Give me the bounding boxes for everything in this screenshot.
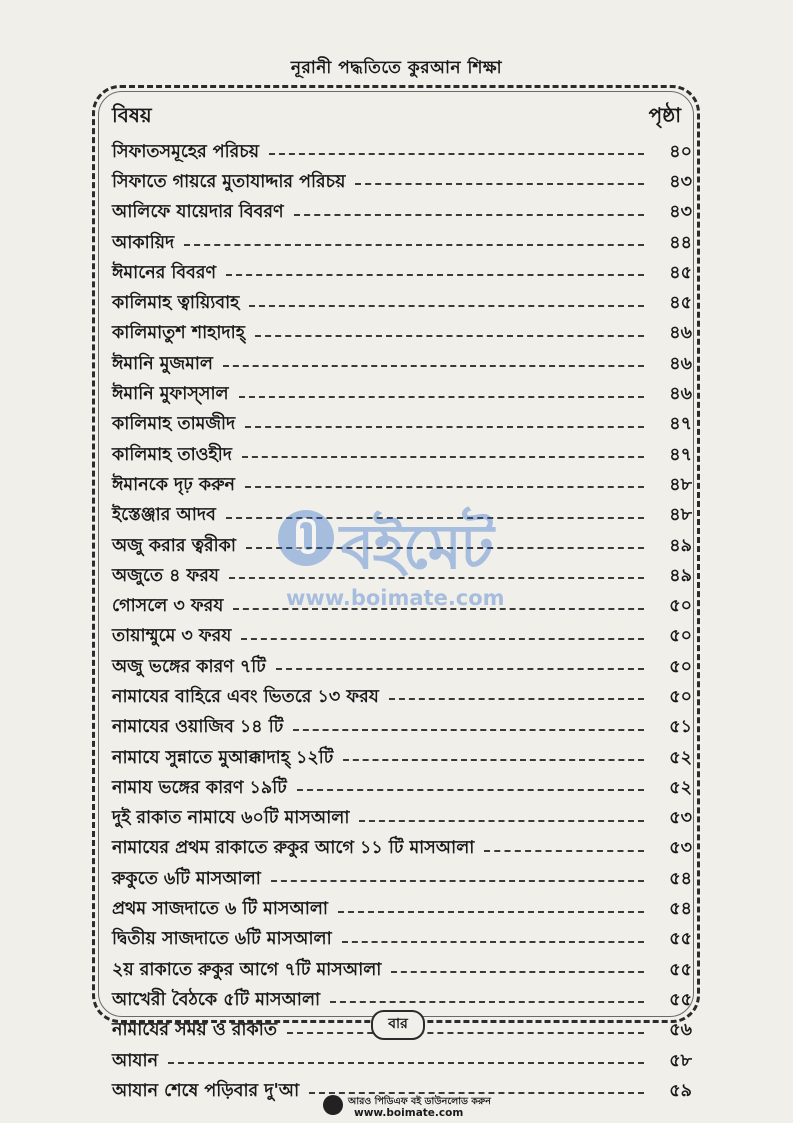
toc-entry-title: গোসলে ৩ ফরয: [112, 596, 224, 617]
toc-entry: [112, 350, 692, 380]
toc-dot-leader: [276, 668, 644, 670]
toc-entry: [112, 471, 692, 501]
toc-dot-leader: [226, 274, 644, 276]
toc-dot-leader: [245, 486, 644, 488]
toc-dot-leader: [249, 305, 644, 307]
toc-entry: [112, 956, 692, 986]
toc-entry-page: ৪৩: [669, 202, 692, 223]
toc-entry-title: সিফাতসমূহের পরিচয়: [112, 141, 260, 162]
toc-entry-title: নামায ভঙ্গের কারণ ১৯টি: [112, 777, 287, 798]
toc-entry-title: আযান শেষে পড়িবার দু'আ: [112, 1080, 300, 1101]
toc-page-heading: পৃষ্ঠা: [648, 102, 681, 127]
toc-entry: [112, 623, 692, 653]
toc-entry-title: ঈমানকে দৃঢ় করুন: [112, 474, 235, 495]
toc-entry-page: ৫১: [669, 717, 692, 738]
toc-entry-title: নামাযের প্রথম রাকাতে রুকুর আগে ১১ টি মাসআলা: [112, 838, 475, 859]
toc-entry-page: ৪৬: [669, 323, 692, 344]
toc-entry-title: দ্বিতীয় সাজদাতে ৬টি মাসআলা: [112, 929, 332, 950]
toc-entry-page: ৫৪: [669, 868, 692, 889]
toc-entry-page: ৫০: [669, 596, 692, 617]
toc-entry-page: ৫৩: [669, 808, 692, 829]
toc-entry: [112, 320, 692, 350]
footer-download-text: আরও পিডিএফ বই ডাউনলোড করুন: [348, 1096, 491, 1107]
toc-dot-leader: [245, 426, 644, 428]
toc-dot-leader: [239, 396, 644, 398]
toc-entry-title: অজুতে ৪ ফরয: [112, 565, 220, 586]
toc-entry: [112, 138, 692, 168]
toc-entry-page: ৪৯: [669, 565, 692, 586]
toc-list: [112, 138, 692, 1108]
running-title: নূরানী পদ্ধতিতে কুরআন শিক্ষা: [290, 58, 503, 78]
toc-entry: [112, 653, 692, 683]
toc-entry: [112, 1047, 692, 1077]
toc-entry: [112, 744, 692, 774]
toc-entry: [112, 380, 692, 410]
toc-header: [112, 100, 681, 134]
toc-dot-leader: [229, 577, 644, 579]
toc-entry-title: আযান: [112, 1050, 159, 1071]
toc-dot-leader: [297, 789, 644, 791]
toc-entry-page: ৪৬: [669, 384, 692, 405]
toc-dot-leader: [233, 608, 644, 610]
toc-entry-title: নামাযের সময় ও রাকাত: [112, 1020, 277, 1041]
toc-entry-page: ৫৫: [669, 989, 692, 1010]
toc-entry-title: অজু করার ত্বরীকা: [112, 535, 236, 556]
toc-entry-title: ঈমানের বিবরণ: [112, 262, 217, 283]
toc-entry-title: কালিমাতুশ শাহাদাহ্: [112, 323, 245, 344]
toc-dot-leader: [359, 820, 644, 822]
toc-entry-title: আকায়িদ: [112, 232, 175, 253]
toc-entry-title: সিফাতে গায়রে মুতাযাদ্দার পরিচয়: [112, 171, 346, 192]
toc-dot-leader: [338, 911, 644, 913]
toc-entry: [112, 168, 692, 198]
toc-entry: [112, 926, 692, 956]
toc-entry-page: ৪৫: [669, 293, 692, 314]
toc-entry: [112, 805, 692, 835]
toc-entry-title: নামাযে সুন্নাতে মুআক্কাদাহ্ ১২টি: [112, 747, 334, 768]
toc-subject-heading: বিষয়: [112, 102, 152, 127]
toc-entry-page: ৫৩: [669, 838, 692, 859]
toc-entry: [112, 411, 692, 441]
toc-entry: [112, 714, 692, 744]
toc-entry-page: ৫৫: [669, 929, 692, 950]
toc-dot-leader: [343, 759, 644, 761]
toc-entry: [112, 441, 692, 471]
toc-dot-leader: [255, 335, 644, 337]
toc-dot-leader: [355, 183, 644, 185]
toc-entry-page: ৫০: [669, 626, 692, 647]
toc-dot-leader: [271, 880, 644, 882]
toc-entry: [112, 532, 692, 562]
toc-entry-page: ৫৫: [669, 959, 692, 980]
toc-entry: [112, 865, 692, 895]
toc-entry-page: ৪৪: [669, 232, 692, 253]
toc-entry-page: ৫২: [669, 747, 692, 768]
toc-entry-title: ইস্তেঞ্জার আদব: [112, 505, 216, 526]
toc-entry: [112, 289, 692, 319]
toc-dot-leader: [389, 698, 644, 700]
toc-entry-title: অজু ভঙ্গের কারণ ৭টি: [112, 656, 266, 677]
toc-dot-leader: [294, 214, 644, 216]
toc-entry-title: নামাযের বাহিরে এবং ভিতরে ১৩ ফরয: [112, 686, 379, 707]
toc-dot-leader: [342, 941, 644, 943]
toc-dot-leader: [241, 638, 644, 640]
toc-entry: [112, 592, 692, 622]
toc-entry-title: কালিমাহ ত্বায়্যিবাহ: [112, 293, 240, 314]
toc-dot-leader: [223, 365, 644, 367]
toc-dot-leader: [246, 547, 644, 549]
toc-entry: [112, 199, 692, 229]
toc-entry-title: ঈমানি মুজমাল: [112, 353, 213, 374]
watermark-brand: বইমেট: [340, 510, 492, 583]
toc-entry: [112, 502, 692, 532]
toc-entry-page: ৫৯: [669, 1080, 692, 1101]
toc-entry-title: রুকুতে ৬টি মাসআলা: [112, 868, 261, 889]
toc-entry: [112, 229, 692, 259]
toc-entry-page: ৫৬: [669, 1020, 692, 1041]
toc-entry: [112, 774, 692, 804]
toc-entry-title: নামাযের ওয়াজিব ১৪ টি: [112, 717, 284, 738]
toc-dot-leader: [242, 456, 644, 458]
toc-entry-title: ২য় রাকাতে রুকুর আগে ৭টি মাসআলা: [112, 959, 382, 980]
toc-dot-leader: [484, 850, 644, 852]
toc-dot-leader: [269, 153, 644, 155]
toc-entry: [112, 562, 692, 592]
toc-dot-leader: [226, 517, 644, 519]
toc-entry-page: ৪৭: [669, 414, 692, 435]
watermark-url: www.boimate.com: [286, 586, 505, 610]
toc-entry-page: ৪৮: [669, 505, 692, 526]
toc-entry-page: ৪৬: [669, 353, 692, 374]
toc-entry: [112, 683, 692, 713]
toc-entry: [112, 259, 692, 289]
toc-entry-title: কালিমাহ তাওহীদ: [112, 444, 232, 465]
download-logo-icon: [323, 1095, 343, 1115]
toc-dot-leader: [391, 971, 644, 973]
toc-entry-title: প্রথম সাজদাতে ৬ টি মাসআলা: [112, 899, 329, 920]
toc-entry: [112, 895, 692, 925]
toc-entry-title: তায়াম্মুমে ৩ ফরয: [112, 626, 232, 647]
toc-entry-page: ৫২: [669, 777, 692, 798]
footer-url: www.boimate.com: [354, 1107, 464, 1119]
toc-entry-page: ৫৪: [669, 899, 692, 920]
toc-entry-page: ৪০: [669, 141, 692, 162]
toc-dot-leader: [168, 1062, 644, 1064]
toc-dot-leader: [184, 244, 644, 246]
toc-entry: [112, 835, 692, 865]
toc-entry-page: ৫০: [669, 656, 692, 677]
toc-entry-page: ৫৮: [669, 1050, 692, 1071]
toc-entry-page: ৫০: [669, 686, 692, 707]
toc-entry-title: ঈমানি মুফাস্সাল: [112, 384, 229, 405]
toc-entry-page: ৪৫: [669, 262, 692, 283]
toc-entry-page: ৪৭: [669, 444, 692, 465]
toc-entry-title: কালিমাহ তামজীদ: [112, 414, 236, 435]
toc-entry-page: ৪৮: [669, 474, 692, 495]
toc-entry-page: ৪৩: [669, 171, 692, 192]
toc-entry-page: ৪৯: [669, 535, 692, 556]
toc-entry-title: আখেরী বৈঠকে ৫টি মাসআলা: [112, 989, 321, 1010]
toc-dot-leader: [287, 1032, 644, 1034]
page-number-badge: বার: [371, 1010, 425, 1040]
toc-dot-leader: [330, 1001, 644, 1003]
toc-entry-title: দুই রাকাত নামাযে ৬০টি মাসআলা: [112, 808, 350, 829]
toc-entry-title: আলিফে যায়েদার বিবরণ: [112, 202, 284, 223]
toc-dot-leader: [293, 729, 644, 731]
